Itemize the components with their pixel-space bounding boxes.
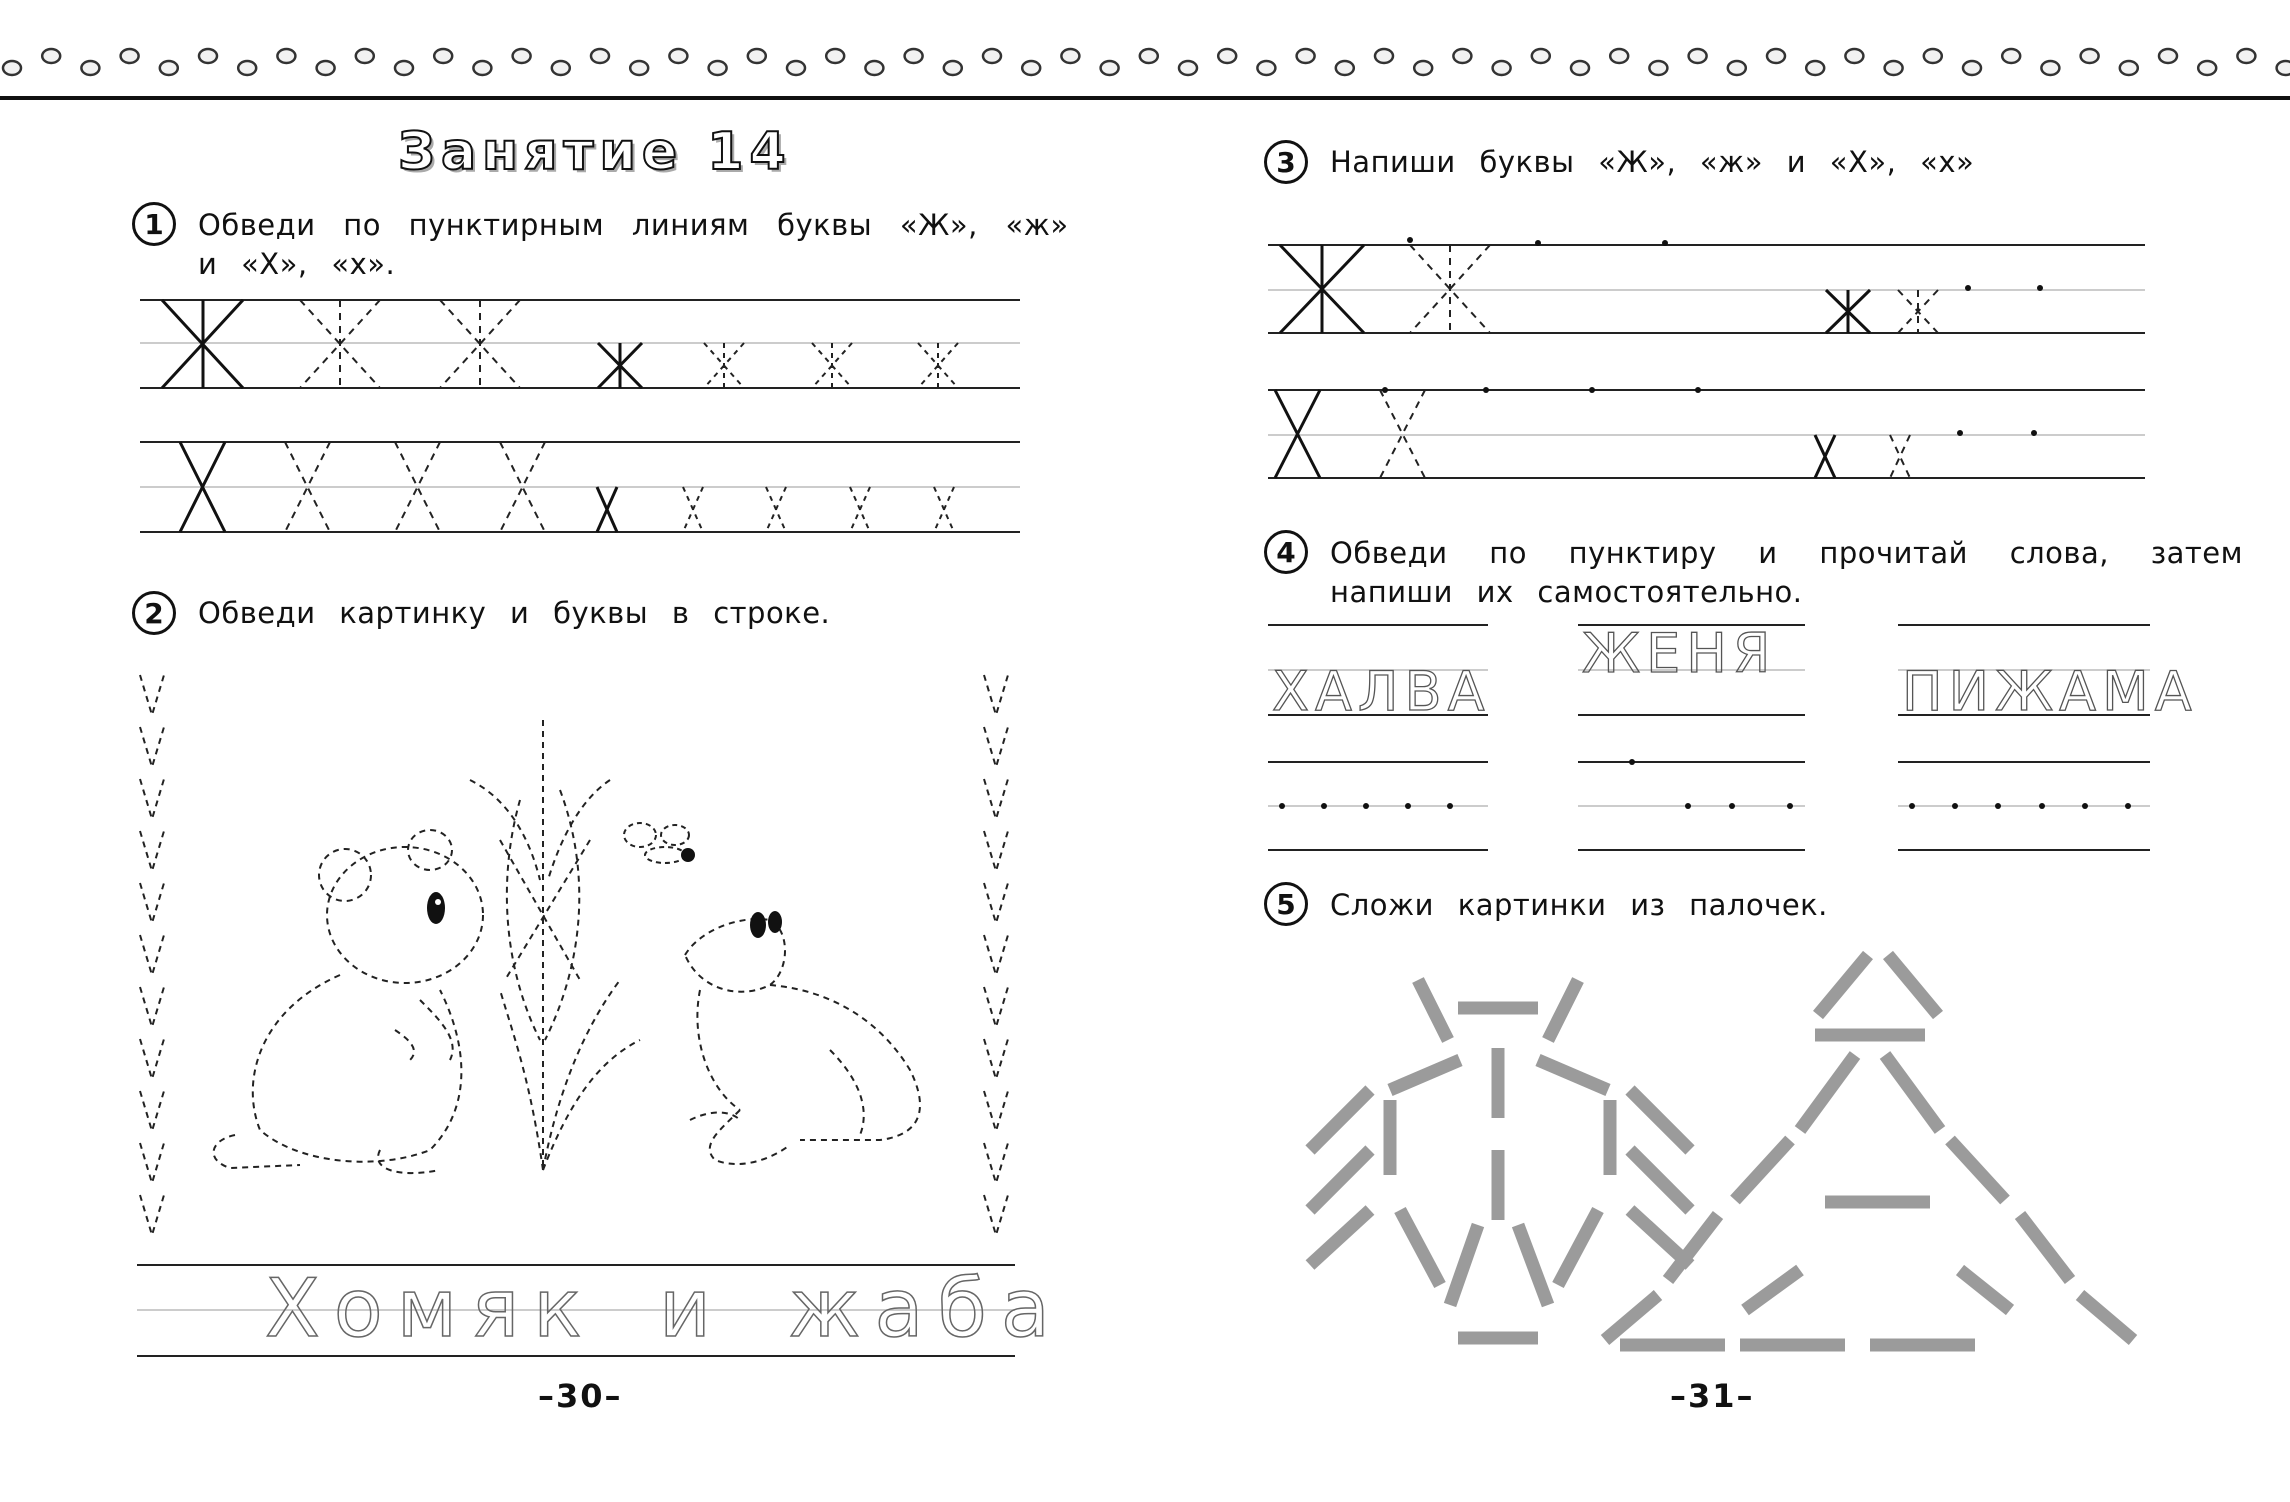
lesson-title: Занятие 14 [398,122,792,182]
task-number-1: 1 [132,202,176,246]
task-2-text: Обведи картинку и буквы в строке. [198,596,831,630]
task-number-2: 2 [132,591,176,635]
page-number-left: –30– [538,1377,623,1415]
task-number-4: 4 [1264,530,1308,574]
task-1-line2: и «Х», «х». [198,247,396,281]
task-1-line1: Обведи по пунктирным линиям буквы «Ж», «ж» [198,208,1069,242]
task-number-5: 5 [1264,882,1308,926]
page-number-right: –31– [1670,1377,1755,1415]
task-5-text: Сложи картинки из палочек. [1330,888,1828,922]
stick-beetle [1310,980,1690,1338]
task-4-line2: напиши их самостоятельно. [1330,575,1803,609]
trace-sentence: Хомяк и жаба [265,1262,1064,1355]
task-number-3: 3 [1264,140,1308,184]
word-halva: ХАЛВА [1272,660,1491,723]
task-3-text: Напиши буквы «Ж», «ж» и «Х», «х» [1330,145,1975,179]
task-4-line1: Обведи по пунктиру и прочитай слова, затем [1330,536,2244,570]
word-pizhama: ПИЖАМА [1902,660,2198,723]
word-zhenya-text: ЖЕНЯ [1582,622,1777,685]
